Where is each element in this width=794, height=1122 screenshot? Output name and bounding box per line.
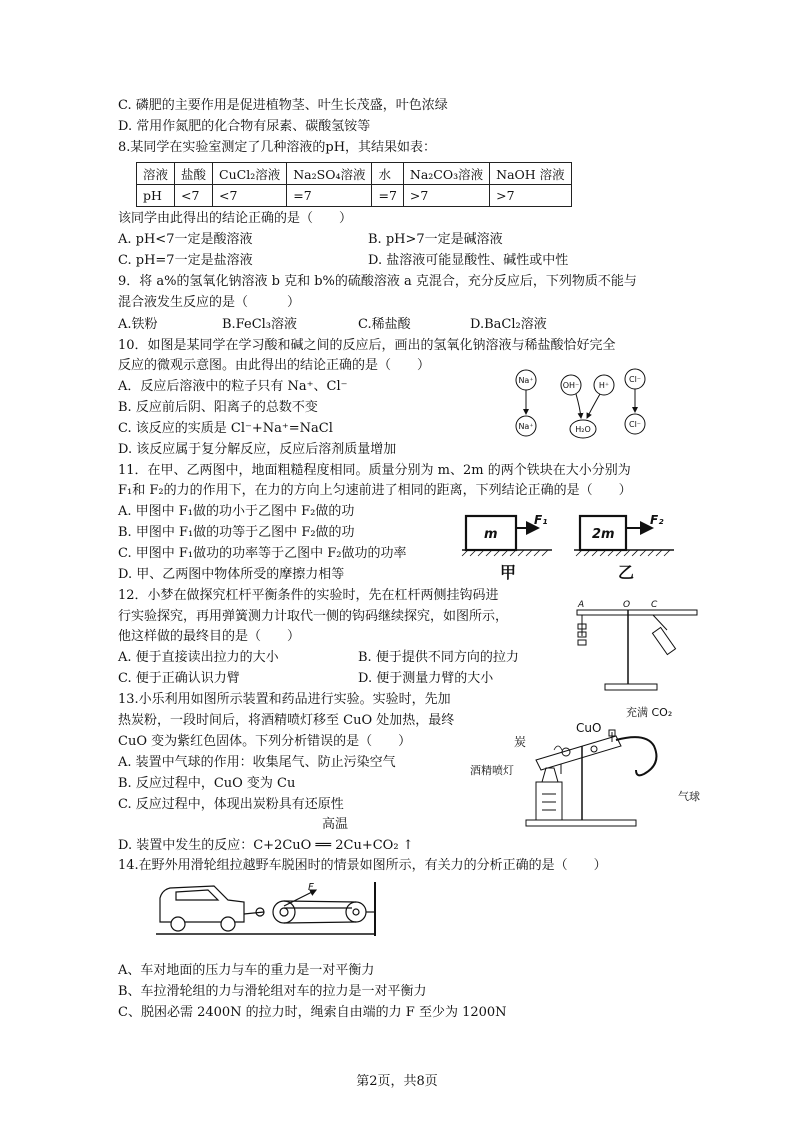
q10-option-a: A．反应后溶液中的粒子只有 Na⁺、Cl⁻	[118, 379, 348, 394]
q13-stem-2: 热炭粉，一段时间后，将酒精喷灯移至 CuO 处加热，最终	[118, 713, 455, 728]
ion-h: H⁺	[598, 381, 610, 390]
q12-stem-1: 12．小梦在做探究杠杆平衡条件的实验时，先在杠杆两侧挂钩码进	[118, 588, 499, 603]
q12-option-b: B. 便于提供不同方向的拉力	[358, 650, 519, 665]
table-cell: CuCl₂溶液	[213, 163, 287, 185]
block-label-2m: 2m	[592, 527, 615, 542]
table-cell: =7	[372, 185, 403, 207]
q8-conclusion: 该同学由此得出的结论正确的是（ ）	[118, 211, 353, 226]
q8-option-d: D. 盐溶液可能显酸性、碱性或中性	[368, 253, 569, 268]
pulley-left	[273, 901, 295, 923]
ion-oh: OH⁻	[562, 381, 580, 390]
table-cell: >7	[490, 185, 572, 207]
q13-option-c: C. 反应过程中，体现出炭粉具有还原性	[118, 797, 344, 812]
ph-table	[136, 162, 572, 207]
q9-option-d: D.BaCl₂溶液	[470, 317, 547, 332]
caption-yi: 乙	[618, 563, 635, 582]
car-pulley-diagram	[156, 878, 386, 950]
cuo-label: CuO	[576, 721, 602, 735]
q13-option-a: A. 装置中气球的作用：收集尾气、防止污染空气	[118, 755, 396, 770]
co2-reduction-apparatus	[466, 702, 716, 830]
q13-option-b: B. 反应过程中，CuO 变为 Cu	[118, 776, 296, 791]
q9-option-c: C.稀盐酸	[358, 317, 411, 332]
q12-stem-3: 他这样做的最终目的是（ ）	[118, 629, 301, 644]
ion-na: Na⁺	[518, 376, 534, 385]
co2-label: 充满 CO₂	[626, 706, 673, 719]
q12-option-a: A. 便于直接读出拉力的大小	[118, 650, 279, 665]
q11-stem-2: F₁和 F₂的力的作用下，在力的方向上匀速前进了相同的距离，下列结论正确的是（ ）	[118, 483, 632, 498]
balloon	[616, 737, 656, 775]
q12-option-c: C. 便于正确认识力臂	[118, 671, 240, 686]
table-cell: 水	[372, 163, 403, 185]
lever-diagram	[555, 596, 705, 696]
q7-option-c: C. 磷肥的主要作用是促进植物茎、叶生长茂盛，叶色浓绿	[118, 98, 448, 113]
q10-stem-2: 反应的微观示意图。由此得出的结论正确的是（ ）	[118, 358, 431, 373]
force-label-f: F	[308, 882, 314, 893]
q11-option-a: A. 甲图中 F₁做的功小于乙图中 F₂做的功	[118, 504, 355, 519]
point-a-label: A	[578, 600, 585, 610]
q9-option-b: B.FeCl₃溶液	[222, 317, 298, 332]
q14-option-a: A、车对地面的压力与车的重力是一对平衡力	[118, 963, 375, 978]
pulley-right	[346, 902, 366, 922]
lamp-label: 酒精喷灯	[470, 764, 514, 777]
q9-stem-1: 9．将 a%的氢氧化钠溶液 b 克和 b%的硫酸溶液 a 克混合，充分反应后，下列物质不能与	[118, 274, 637, 289]
q13-reaction-condition: 高温	[322, 817, 349, 832]
spring-scale	[652, 627, 675, 654]
q11-stem-1: 11．在甲、乙两图中，地面粗糙程度相同。质量分别为 m、2m 的两个铁块在大小分别为	[118, 463, 631, 478]
balloon-label: 气球	[678, 790, 700, 803]
q10-option-c: C. 该反应的实质是 Cl⁻+Na⁺=NaCl	[118, 421, 333, 436]
q8-option-c: C. pH=7一定是盐溶液	[118, 253, 253, 268]
force-label-f2: F₂	[650, 513, 664, 527]
car-body	[160, 886, 244, 922]
table-cell: <7	[175, 185, 213, 207]
product-h2o: H₂O	[575, 425, 591, 434]
point-o-label: O	[623, 600, 631, 610]
ph-table-value-row	[137, 185, 572, 207]
table-cell: >7	[403, 185, 489, 207]
product-na: Na⁺	[518, 422, 534, 431]
q11-option-c: C. 甲图中 F₁做功的功率等于乙图中 F₂做功的功率	[118, 546, 407, 561]
q10-stem-1: 10．如图是某同学在学习酸和碱之间的反应后，画出的氢氧化钠溶液与稀盐酸恰好完全	[118, 338, 616, 353]
q10-option-d: D. 该反应属于复分解反应，反应后溶剂质量增加	[118, 442, 397, 457]
ion-cl: Cl⁻	[628, 375, 642, 384]
q8-option-b: B. pH>7一定是碱溶液	[368, 232, 503, 247]
lever-bar	[577, 610, 697, 615]
caption-jia: 甲	[500, 563, 517, 582]
q8-option-a: A. pH<7一定是酸溶液	[118, 232, 253, 247]
q14-option-c: C、脱困必需 2400N 的拉力时，绳索自由端的力 F 至少为 1200N	[118, 1005, 507, 1020]
table-cell: NaOH 溶液	[490, 163, 572, 185]
table-cell: =7	[287, 185, 372, 207]
q14-stem: 14.在野外用滑轮组拉越野车脱困时的情景如图所示，有关力的分析正确的是（ ）	[118, 858, 607, 873]
product-cl: Cl⁻	[628, 420, 642, 429]
block-force-diagram	[460, 508, 680, 584]
q10-option-b: B. 反应前后阴、阳离子的总数不变	[118, 400, 318, 415]
page-footer: 第2页，共8页	[356, 1074, 438, 1089]
carbon-label: 炭	[514, 735, 527, 749]
q13-stem-1: 13.小乐利用如图所示装置和药品进行实验。实验时，先加	[118, 692, 451, 707]
q12-option-d: D. 便于测量力臂的大小	[358, 671, 494, 686]
q11-option-d: D. 甲、乙两图中物体所受的摩擦力相等	[118, 567, 345, 582]
q9-option-a: A.铁粉	[118, 317, 158, 332]
q13-option-d: D. 装置中发生的反应：C+2CuO ══ 2Cu+CO₂ ↑	[118, 838, 414, 853]
point-c-label: C	[651, 600, 658, 610]
q12-stem-2: 行实验探究，再用弹簧测力计取代一侧的钩码继续探究，如图所示，	[118, 609, 509, 624]
q8-stem: 8.某同学在实验室测定了几种溶液的pH，其结果如表：	[118, 140, 437, 155]
ph-table-header-row	[137, 163, 572, 185]
q7-option-d: D. 常用作氮肥的化合物有尿素、碳酸氢铵等	[118, 119, 371, 134]
q13-stem-3: CuO 变为紫红色固体。下列分析错误的是（ ）	[118, 734, 412, 749]
q11-option-b: B. 甲图中 F₁做的功等于乙图中 F₂做的功	[118, 525, 355, 540]
table-cell: 溶液	[137, 163, 175, 185]
q9-stem-2: 混合液发生反应的是（ ）	[118, 295, 301, 310]
ion-reaction-diagram	[508, 366, 658, 442]
q14-option-b: B、车拉滑轮组的力与滑轮组对车的拉力是一对平衡力	[118, 984, 427, 999]
table-cell: 盐酸	[175, 163, 213, 185]
reaction-tube	[536, 736, 621, 770]
table-cell: pH	[137, 185, 175, 207]
table-cell: Na₂CO₃溶液	[403, 163, 489, 185]
table-cell: <7	[213, 185, 287, 207]
table-cell: Na₂SO₄溶液	[287, 163, 372, 185]
block-label-m: m	[484, 527, 498, 542]
force-label-f1: F₁	[534, 513, 548, 527]
